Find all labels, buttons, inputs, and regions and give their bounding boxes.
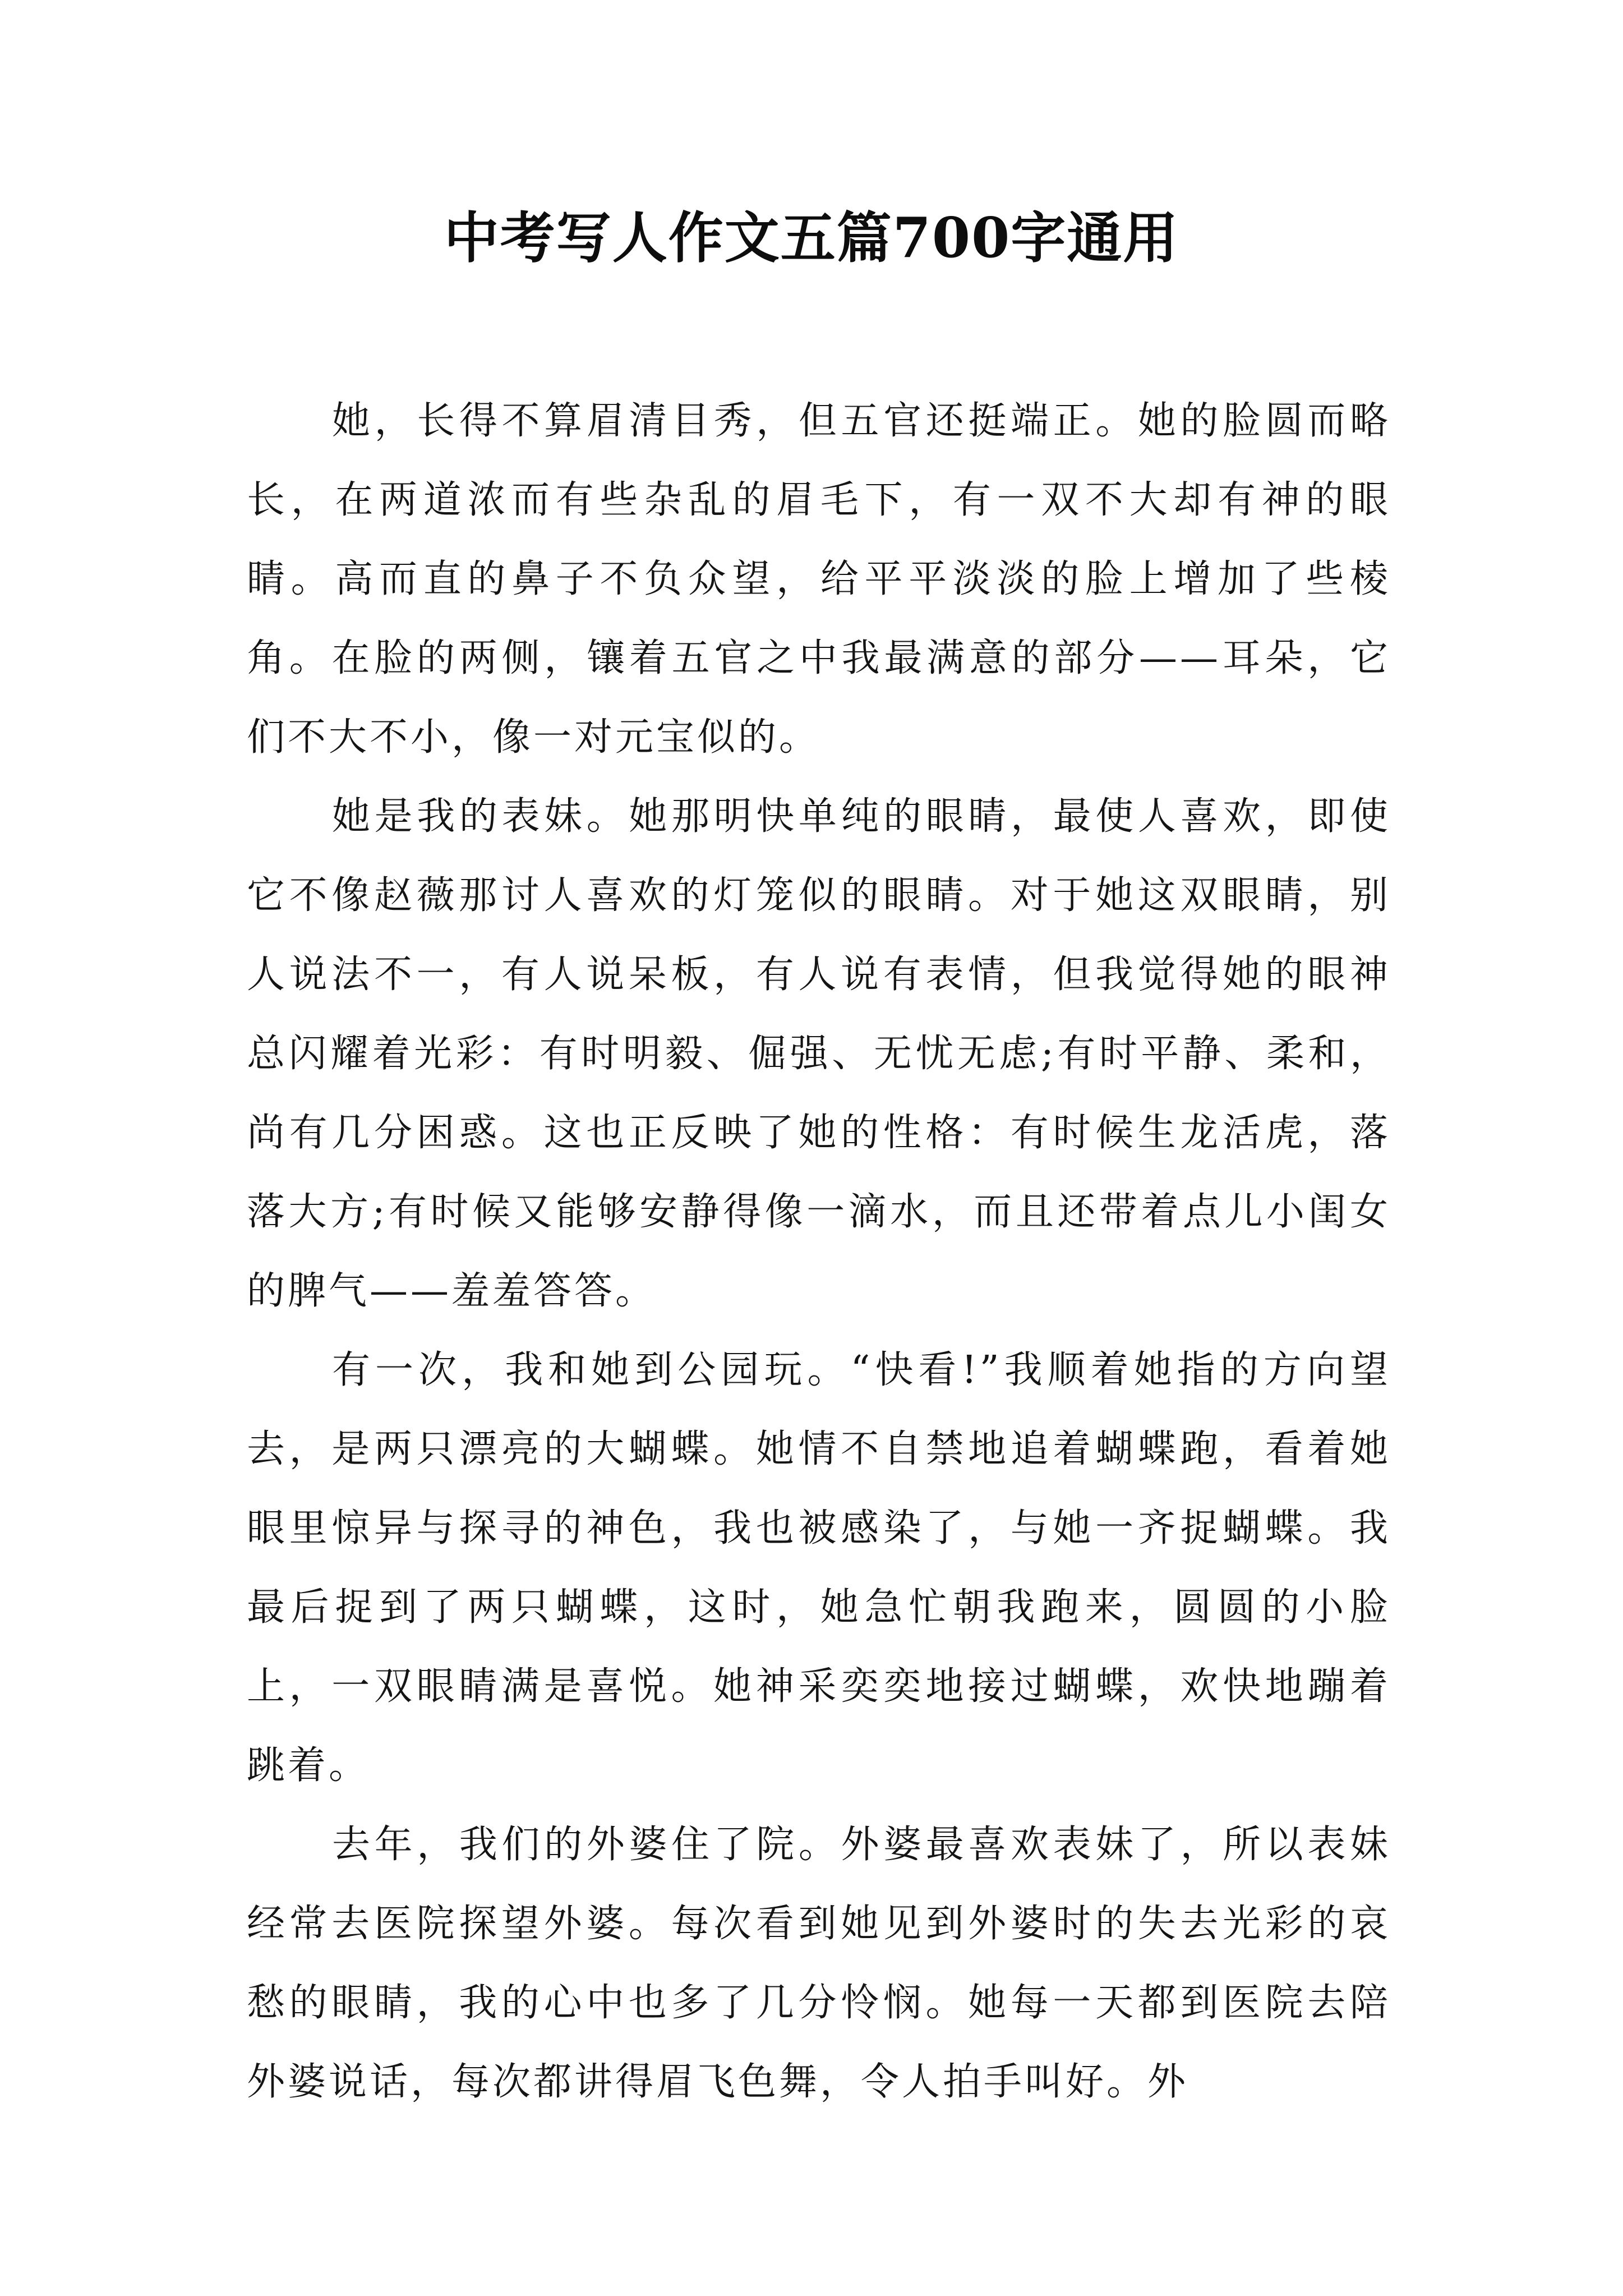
paragraph-1: 她，长得不算眉清目秀，但五官还挺端正。她的脸圆而略长，在两道浓而有些杂乱的眉毛下，有一双不大却有神的眼睛。高而直的鼻子不负众望，给平平淡淡的脸上增加了些棱角。在脸的两侧，镶着五官之中我最满意的部分——耳朵，它们不大不小，像一对元宝似的。 bbox=[247, 399, 1391, 760]
document-title: 中考写人作文五篇700字通用 bbox=[444, 206, 1179, 270]
paragraph-2: 她是我的表妹。她那明快单纯的眼睛，最使人喜欢，即使它不像赵薇那讨人喜欢的灯笼似的眼睛。对于她这双眼睛，别人说法不一，有人说呆板，有人说有表情，但我觉得她的眼神总闪耀着光彩：有时明毅、倔强、无忧无虑;有时平静、柔和，尚有几分困惑。这也正反映了她的性格：有时候生龙活虎，落落大方;有时候又能够安静得像一滴水，而且还带着点儿小闺女的脾气——羞羞答答。 bbox=[247, 794, 1391, 1313]
paragraph-4: 去年，我们的外婆住了院。外婆最喜欢表妹了，所以表妹经常去医院探望外婆。每次看到她见到外婆时的失去光彩的哀愁的眼睛，我的心中也多了几分怜悯。她每一天都到医院去陪外婆说话，每次都讲得眉飞色舞，令人拍手叫好。外 bbox=[247, 1823, 1391, 2104]
document-body bbox=[247, 381, 1391, 2122]
paragraph-3: 有一次，我和她到公园玩。“快看!”我顺着她指的方向望去，是两只漂亮的大蝴蝶。她情不自禁地追着蝴蝶跑，看着她眼里惊异与探寻的神色，我也被感染了，与她一齐捉蝴蝶。我最后捉到了两只蝴蝶，这时，她急忙朝我跑来，圆圆的小脸上，一双眼睛满是喜悦。她神采奕奕地接过蝴蝶，欢快地蹦着跳着。 bbox=[247, 1348, 1391, 1788]
